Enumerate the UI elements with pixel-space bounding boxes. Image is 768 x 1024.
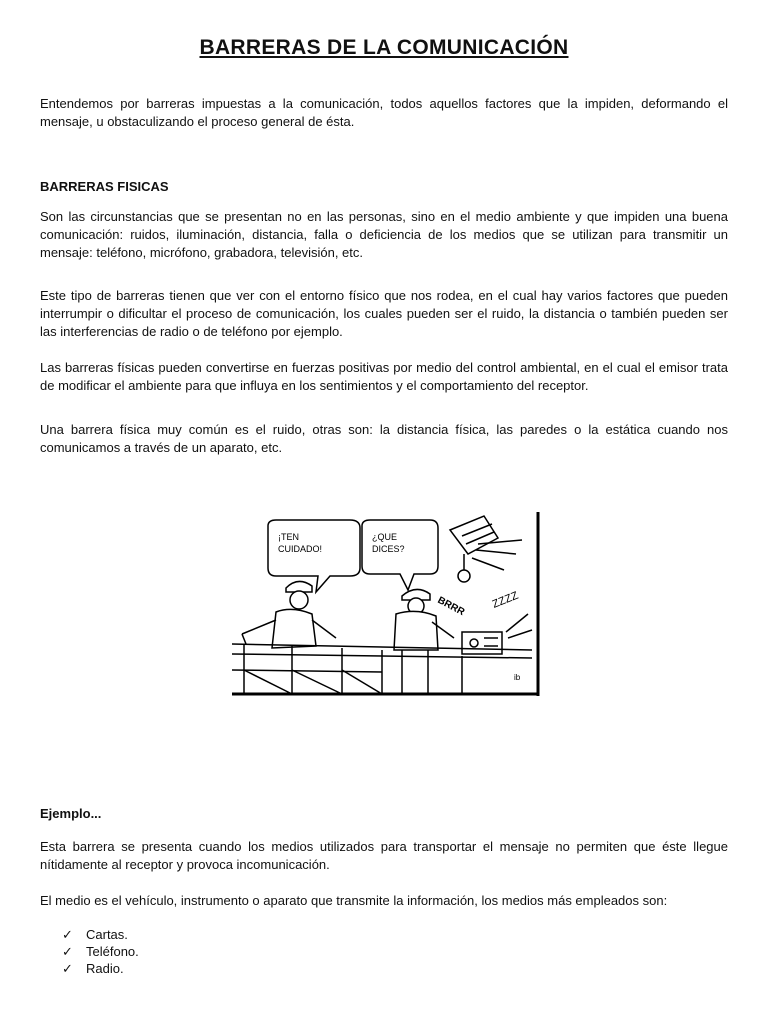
list-item-label: Radio. <box>86 961 124 976</box>
crane-hook <box>450 516 522 582</box>
list-item <box>62 926 139 943</box>
section-heading: BARRERAS FISICAS <box>40 179 169 194</box>
right-speech-bubble <box>362 520 438 590</box>
paragraph-4: Una barrera física muy común es el ruido, otras son: la distancia física, las paredes o la estática cuando nos comunicamos a través de un aparato, etc. <box>40 422 728 455</box>
checkmark-icon: ✓ <box>62 961 73 976</box>
media-list <box>62 926 139 977</box>
checkmark-icon: ✓ <box>62 927 73 942</box>
left-worker <box>242 581 336 648</box>
document-title: BARRERAS DE LA COMUNICACIÓN <box>199 36 569 59</box>
left-speech-bubble <box>268 520 360 592</box>
bubble-right-line2: DICES? <box>372 544 405 554</box>
cartoon-illustration <box>232 510 542 696</box>
intro-paragraph: Entendemos por barreras impuestas a la comunicación, todos aquellos factores que la impiden, deformando el mensaje, u obstaculizando el proceso general de ésta. <box>40 96 728 129</box>
list-item-label: Cartas. <box>86 927 128 942</box>
radio-device <box>462 614 532 654</box>
example-heading: Ejemplo... <box>40 806 102 821</box>
bubble-right-line1: ¿QUE <box>372 532 398 542</box>
noise-text: BRRR <box>435 594 467 619</box>
media-intro-paragraph: El medio es el vehículo, instrumento o aparato que transmite la información, los medios más empleados son: <box>40 893 668 908</box>
example-paragraph: Esta barrera se presenta cuando los medios utilizados para transportar el mensaje no permiten que éste llegue nítidamente al receptor y provoca incomunicación. <box>40 839 728 872</box>
bubble-left-line2: CUIDADO! <box>278 544 323 554</box>
illustration-signature: ib <box>514 673 521 682</box>
paragraph-2: Este tipo de barreras tienen que ver con el entorno físico que nos rodea, en el cual hay varios factores que pueden interrumpir o dificultar el proceso de comunicación, los cuales pueden ser el ruido, la distancia o también pueden ser las interferencias de radio o de teléfono por ejemplo. <box>40 288 728 339</box>
list-item <box>62 943 139 960</box>
paragraph-3: Las barreras físicas pueden convertirse en fuerzas positivas por medio del control ambiental, en el cual el emisor trata de modificar el ambiente para que influya en los sentimientos y el comportamiento del receptor. <box>40 360 728 393</box>
list-item-label: Teléfono. <box>86 944 139 959</box>
bubble-left-line1: ¡TEN <box>278 532 299 542</box>
checkmark-icon: ✓ <box>62 944 73 959</box>
list-item <box>62 960 139 977</box>
zzz-text: ZZZZ <box>490 589 521 611</box>
paragraph-1: Son las circunstancias que se presentan no en las personas, sino en el medio ambiente y que impiden una buena comunicación: ruidos, iluminación, distancia, falla o deficiencia de los medios que se utilizan para transmitir un mensaje: teléfono, micrófono, grabadora, televisión, etc. <box>40 209 728 260</box>
